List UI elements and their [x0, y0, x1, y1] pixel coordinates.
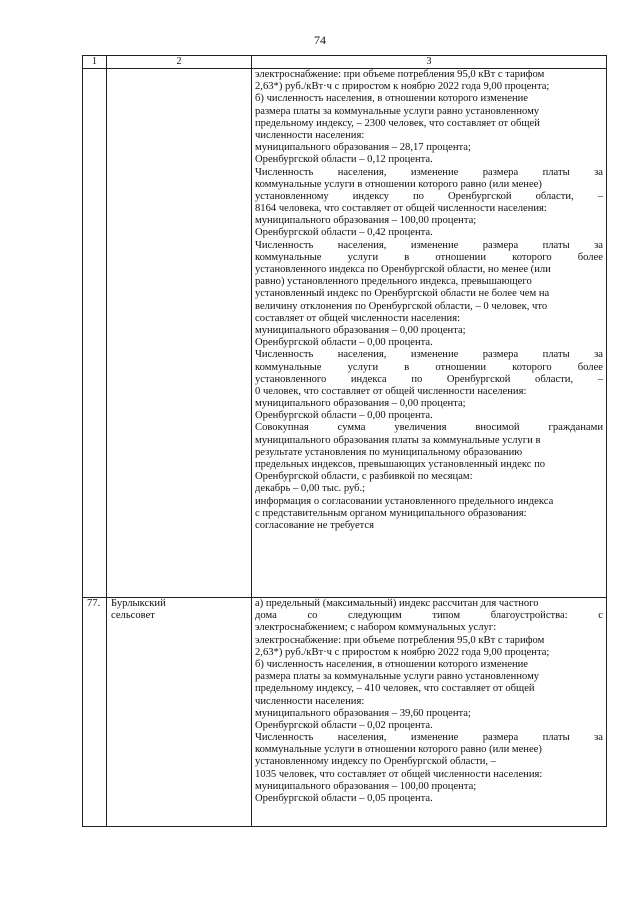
- text-line: муниципального образования – 0,00 процента;: [255, 398, 466, 410]
- text-line: размера платы за коммунальные услуги равно установленному: [255, 105, 540, 117]
- text-line: результате установления по муниципальному образованию: [255, 446, 523, 458]
- row-name: [107, 598, 252, 827]
- row-name: [107, 69, 252, 598]
- row-name-line: сельсовет: [111, 610, 155, 622]
- text-line: с представительным органом муниципального образования:: [255, 507, 527, 519]
- text-line: Численность населения, изменение размера платы за: [255, 239, 603, 251]
- text-line: равно) установленного предельного индекса, превышающего: [255, 276, 532, 288]
- row-content: [252, 69, 607, 598]
- text-line: муниципального образования – 100,00 процента;: [255, 780, 477, 792]
- text-line: информация о согласовании установленного предельного индекса: [255, 495, 554, 507]
- text-line: Оренбургской области – 0,12 процента.: [255, 154, 433, 166]
- text-line: б) численность населения, в отношении которого изменение: [255, 658, 528, 670]
- text-line: 8164 человека, что составляет от общей численности населения:: [255, 203, 547, 215]
- text-line: коммунальные услуги в отношении которого более: [255, 251, 603, 263]
- text-line: установленный индекс по Оренбургской области не более чем на: [255, 288, 550, 300]
- text-line: электроснабжение: при объеме потребления 95,0 кВт с тарифом: [255, 69, 545, 80]
- row-number: [83, 69, 107, 598]
- text-line: 2,63*) руб./кВт·ч с приростом к ноябрю 2022 года 9,00 процента;: [255, 81, 550, 93]
- header-col-3: 3: [252, 56, 607, 69]
- text-line: Оренбургской области – 0,00 процента.: [255, 410, 433, 422]
- table-row: [83, 598, 607, 827]
- text-line: установленному индексу по Оренбургской области, –: [255, 756, 496, 768]
- row-number: 77.: [83, 598, 107, 827]
- text-line: размера платы за коммунальные услуги равно установленному: [255, 671, 540, 683]
- text-line: коммунальные услуги в отношении которого равно (или менее): [255, 744, 542, 756]
- text-line: коммунальные услуги в отношении которого равно (или менее): [255, 178, 542, 190]
- row-name-line: Бурлыкский: [111, 598, 166, 609]
- text-line: Оренбургской области – 0,02 процента.: [255, 719, 433, 731]
- text-line: Оренбургской области – 0,00 процента.: [255, 337, 433, 349]
- text-line: муниципального образования – 39,60 процента;: [255, 707, 471, 719]
- text-line: муниципального образования – 28,17 процента;: [255, 142, 471, 154]
- text-line: Численность населения, изменение размера платы за: [255, 166, 603, 178]
- text-line: декабрь – 0,00 тыс. руб.;: [255, 483, 366, 495]
- text-line: предельному индексу, – 410 человек, что составляет от общей: [255, 683, 535, 695]
- text-line: электроснабжение: при объеме потребления 95,0 кВт с тарифом: [255, 634, 545, 646]
- table-row: [83, 69, 607, 598]
- header-col-2: 2: [107, 56, 252, 69]
- text-line: а) предельный (максимальный) индекс рассчитан для частного: [255, 598, 539, 609]
- text-line: предельных индексов, превышающих установленный индекс по: [255, 459, 546, 470]
- text-line: 2,63*) руб./кВт·ч с приростом к ноябрю 2022 года 9,00 процента;: [255, 646, 550, 658]
- table-header-row: [83, 56, 607, 69]
- text-line: электроснабжением; с набором коммунальных услуг:: [255, 622, 497, 634]
- document-table: [82, 55, 607, 827]
- page-number: 74: [314, 33, 326, 47]
- text-line: 0 человек, что составляет от общей численности населения:: [255, 385, 527, 397]
- text-line: установленному индексу по Оренбургской области, –: [255, 190, 603, 202]
- text-line: численности населения:: [255, 129, 365, 141]
- text-line: б) численность населения, в отношении которого изменение: [255, 93, 528, 105]
- text-line: установленного индекса по Оренбургской области, но менее (или: [255, 264, 551, 275]
- text-line: составляет от общей численности населения:: [255, 312, 461, 324]
- text-line: Численность населения, изменение размера платы за: [255, 732, 603, 744]
- text-line: коммунальные услуги в отношении которого более: [255, 361, 603, 373]
- text-line: 1035 человек, что составляет от общей численности населения:: [255, 768, 543, 780]
- text-line: муниципального образования – 100,00 процента;: [255, 215, 477, 227]
- header-col-1: 1: [83, 56, 107, 69]
- text-line: величину отклонения по Оренбургской области, – 0 человек, что: [255, 300, 548, 312]
- text-line: установленного индекса по Оренбургской области, –: [255, 373, 603, 385]
- text-line: Численность населения, изменение размера платы за: [255, 349, 603, 361]
- text-line: муниципального образования платы за коммунальные услуги в: [255, 434, 541, 446]
- text-line: согласование не требуется: [255, 519, 375, 531]
- text-line: Оренбургской области, с разбивкой по месяцам:: [255, 471, 473, 483]
- text-line: Совокупная сумма увеличения вносимой гражданами: [255, 422, 603, 434]
- text-line: численности населения:: [255, 695, 365, 707]
- text-line: предельному индексу, – 2300 человек, что составляет от общей: [255, 117, 540, 129]
- text-line: муниципального образования – 0,00 процента;: [255, 324, 466, 336]
- text-line: дома со следующим типом благоустройства: с: [255, 610, 603, 622]
- text-line: Оренбургской области – 0,05 процента.: [255, 793, 433, 804]
- row-content: [252, 598, 607, 827]
- text-line: Оренбургской области – 0,42 процента.: [255, 227, 433, 239]
